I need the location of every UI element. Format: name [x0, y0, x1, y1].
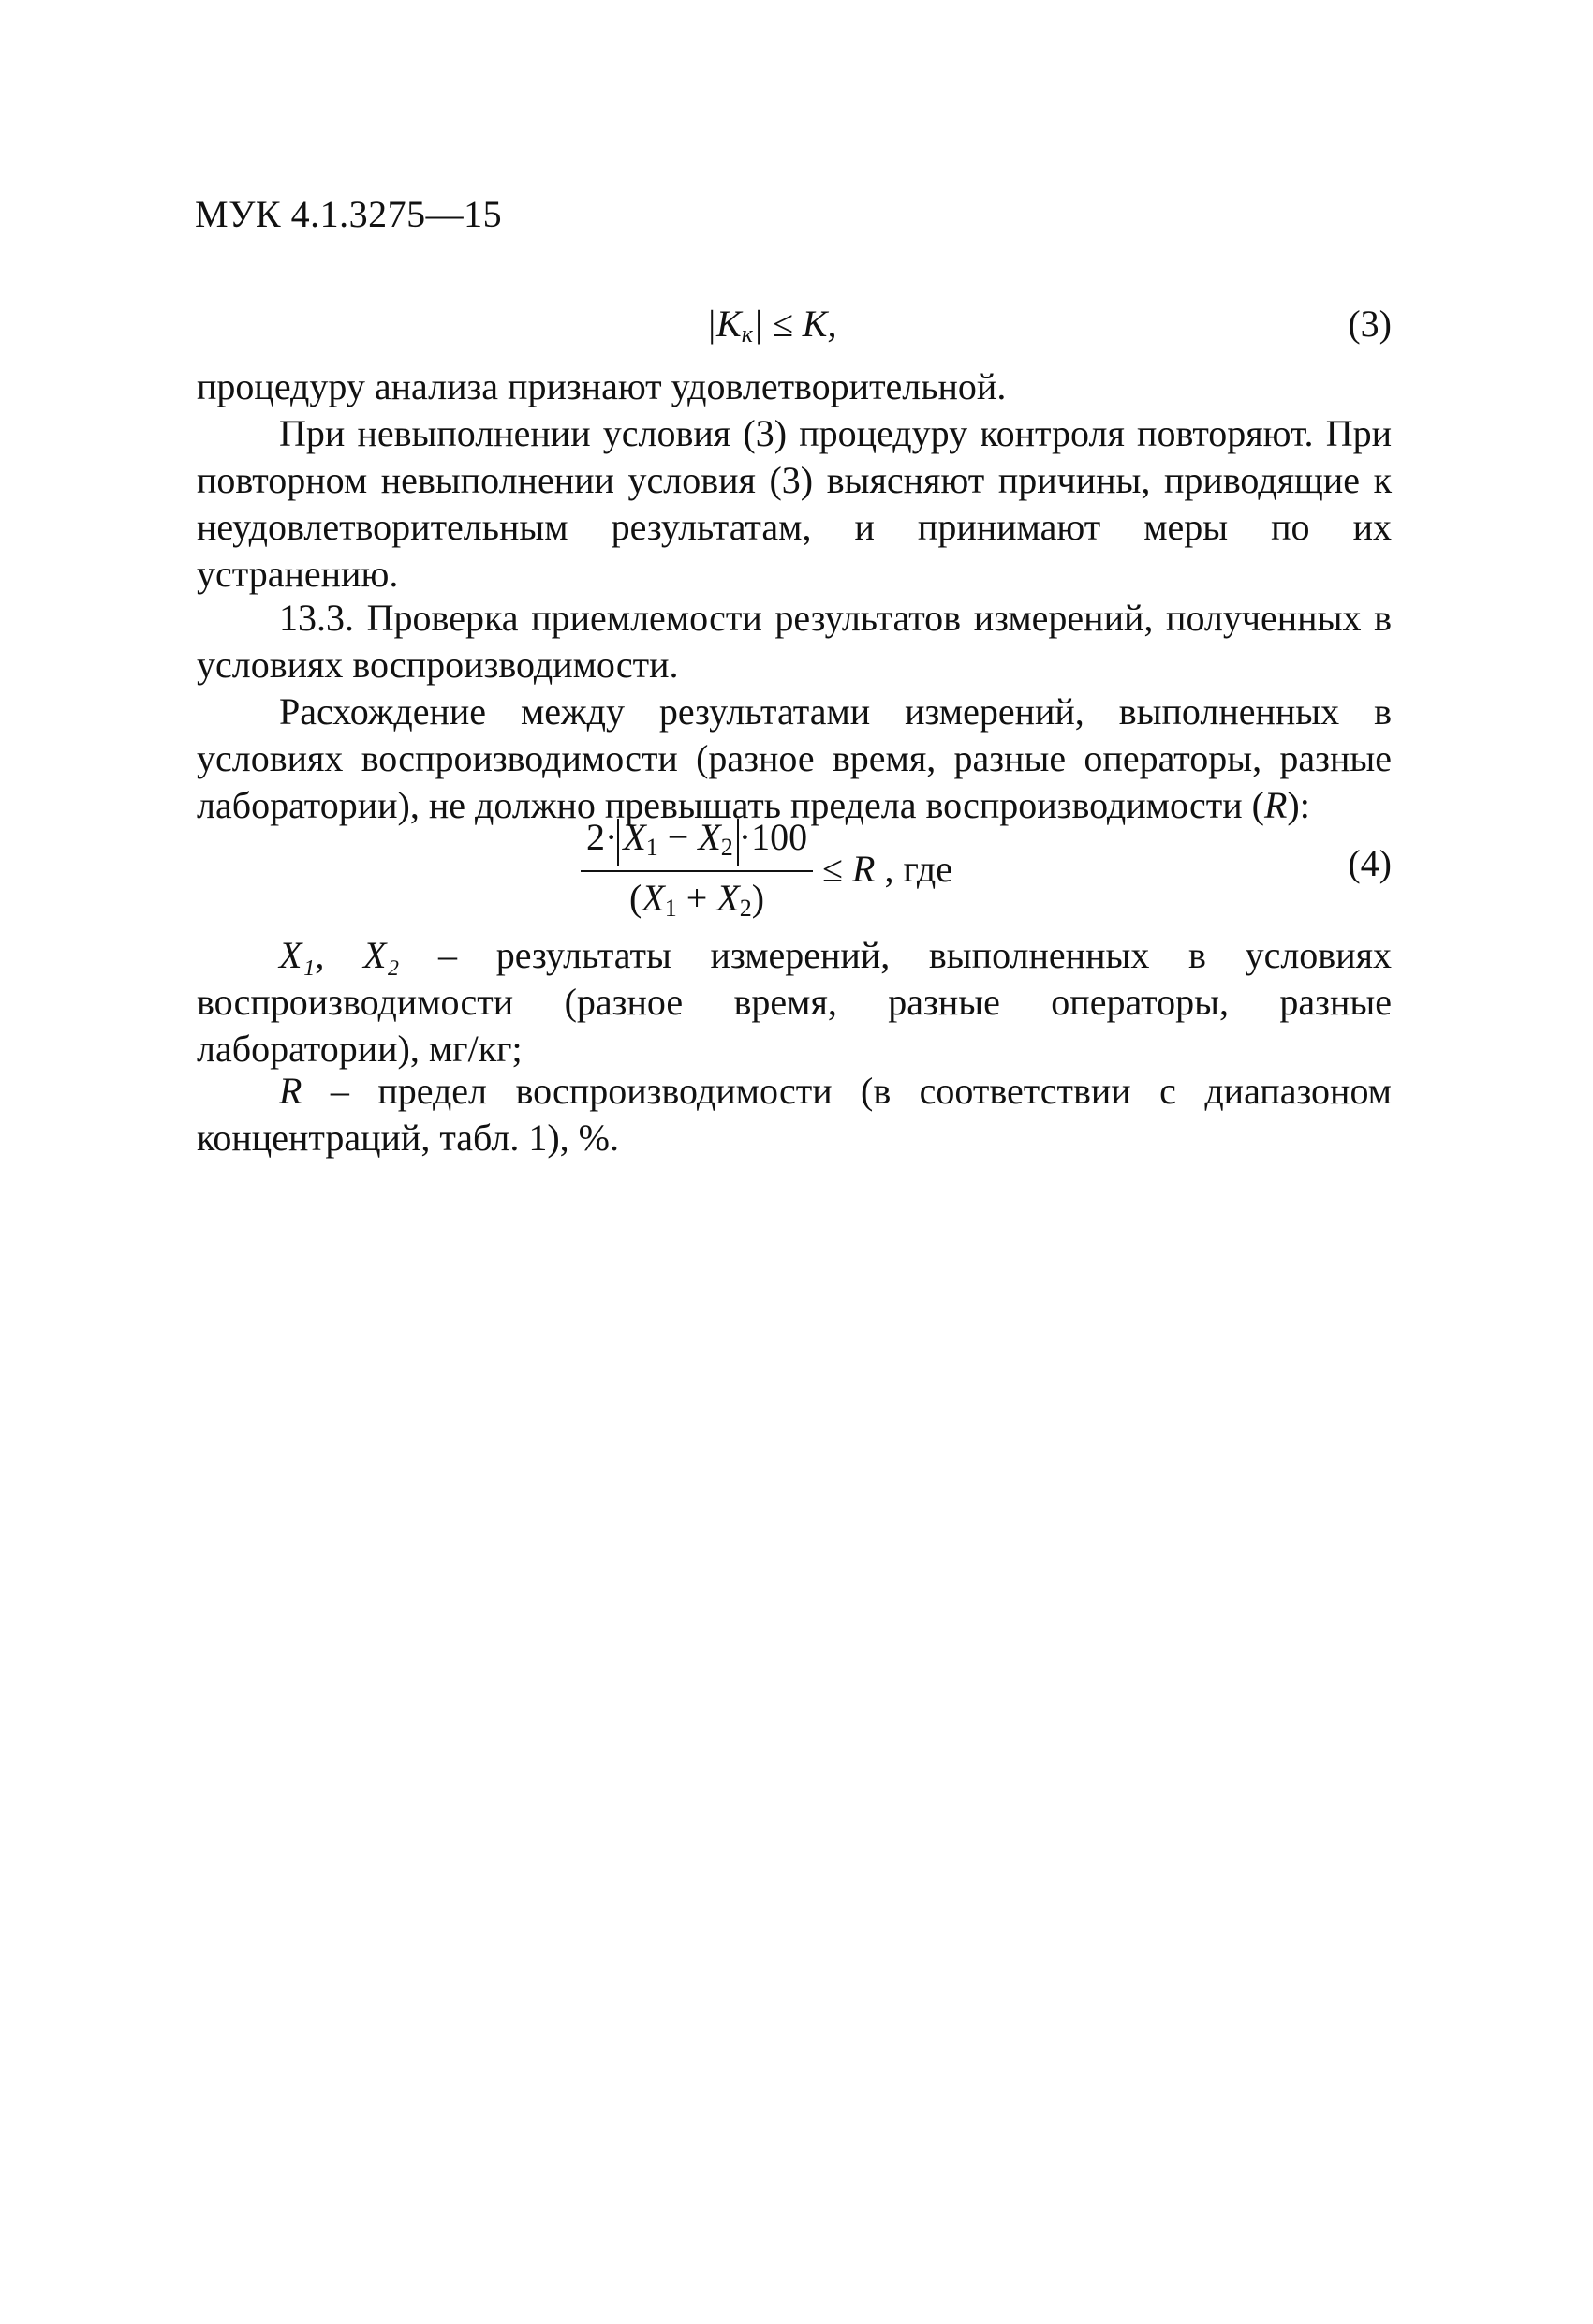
definition-x-text: – результаты измерений, выполненных в условиях воспроизводимости (разное время, разные операторы, разные лаборатории), мг/кг; — [197, 934, 1392, 1070]
formula-4 — [197, 815, 1392, 922]
formula-3-number: (3) — [1348, 303, 1392, 345]
formula-3-left: |K — [706, 303, 742, 345]
formula-3-right: | ≤ K, — [752, 303, 837, 345]
x1-index: 1 — [645, 834, 658, 861]
formula-4-expression — [581, 815, 952, 923]
definition-x-symbols: X₁, X₂ — [279, 934, 400, 976]
num-suffix: ·100 — [738, 816, 808, 858]
formula-3 — [197, 302, 1392, 348]
where-word: , где — [875, 848, 953, 890]
formula-4-denominator — [581, 872, 813, 923]
document-code-header: МУК 4.1.3275—15 — [195, 193, 503, 235]
paragraph-section-13-3: 13.3. Проверка приемлемости результатов измерений, полученных в условиях воспроизводимости. — [197, 597, 1392, 686]
paragraph-1: процедуру анализа признают удовлетворительной. — [197, 365, 1007, 407]
formula-4-fraction — [581, 815, 813, 923]
paragraph-4-text: Расхождение между результатами измерений, выполненных в условиях воспроизводимости (разное время, разные операторы, разные лаборатории), не должно превышать предела воспроизводимости ( — [197, 690, 1392, 826]
x1-symbol: X — [623, 816, 646, 858]
paragraph-4-end: ): — [1287, 784, 1310, 826]
num-prefix: 2· — [586, 816, 618, 858]
den-x2-index: 2 — [739, 895, 752, 922]
r-symbol: R — [852, 848, 876, 890]
paragraph-2: При невыполнении условия (3) процедуру контроля повторяют. При повторном невыполнении условия (3) выясняют причины, приводящие к неудовлетворительным результатам, и принимают меры по их устранению. — [197, 412, 1392, 595]
minus-sign: − — [657, 816, 699, 858]
den-close: ) — [751, 877, 765, 919]
den-x1-symbol: X — [642, 877, 665, 919]
leq-sign: ≤ — [813, 848, 853, 890]
formula-4-numerator — [581, 815, 813, 872]
abs-value — [617, 816, 738, 866]
definition-x1-x2 — [197, 932, 1392, 1073]
paragraph-4-symbol: R — [1263, 784, 1288, 826]
den-open: ( — [629, 877, 642, 919]
definition-r-symbol: R — [279, 1070, 302, 1112]
x2-symbol: X — [698, 816, 721, 858]
definition-r — [197, 1068, 1392, 1162]
plus-sign: + — [676, 877, 717, 919]
formula-3-subscript: к — [741, 320, 753, 348]
definition-r-text: – предел воспроизводимости (в соответствии с диапазоном концентраций, табл. 1), %. — [197, 1070, 1392, 1159]
den-x1-index: 1 — [664, 895, 677, 922]
paragraph-4 — [197, 688, 1392, 829]
formula-4-number: (4) — [1348, 842, 1392, 884]
x2-index: 2 — [720, 834, 733, 861]
formula-4-relation — [813, 848, 952, 890]
den-x2-symbol: X — [716, 877, 740, 919]
formula-3-expression — [706, 302, 837, 348]
